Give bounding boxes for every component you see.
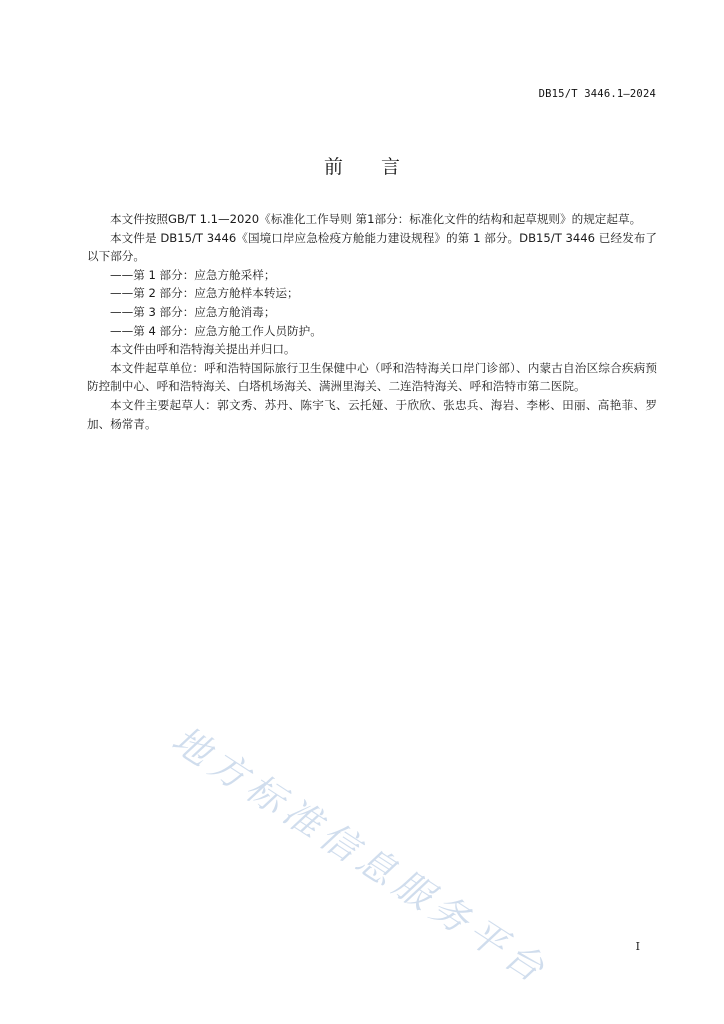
list-item-part-3: ——第 3 部分：应急方舱消毒；	[110, 304, 276, 319]
list-item-part-1: ——第 1 部分：应急方舱采样；	[110, 267, 276, 282]
paragraph-drafting-rules: 本文件按照GB/T 1.1—2020《标准化工作导则 第1部分：标准化文件的结构和起草规则》的规定起草。	[110, 212, 642, 226]
foreword-body	[87, 210, 657, 433]
paragraph-drafting-units: 本文件起草单位：呼和浩特国际旅行卫生保健中心（呼和浩特海关口岸门诊部）、内蒙古自治区综合疾病预防控制中心、呼和浩特海关、白塔机场海关、满洲里海关、二连浩特海关、呼和浩特市第二医院。	[87, 360, 657, 394]
list-item-part-2: ——第 2 部分：应急方舱样本转运；	[110, 286, 299, 301]
paragraph-parts-intro: 本文件是 DB15/T 3446《国境口岸应急检疫方舱能力建设规程》的第 1 部分。DB15/T 3446 已经发布了以下部分。	[87, 230, 657, 264]
page-number: I	[635, 940, 640, 953]
page-title: 前言	[323, 156, 438, 178]
list-item-part-4: ——第 4 部分：应急方舱工作人员防护。	[110, 323, 322, 338]
paragraph-proposer: 本文件由呼和浩特海关提出并归口。	[110, 342, 296, 357]
paragraph-drafters: 本文件主要起草人：郭文秀、苏丹、陈宇飞、云托娅、于欣欣、张忠兵、海岩、李彬、田丽、高艳菲、罗加、杨常青。	[87, 397, 657, 431]
document-code: DB15/T 3446.1—2024	[538, 88, 656, 100]
watermark: 地方标准信息服务平台	[164, 717, 557, 994]
